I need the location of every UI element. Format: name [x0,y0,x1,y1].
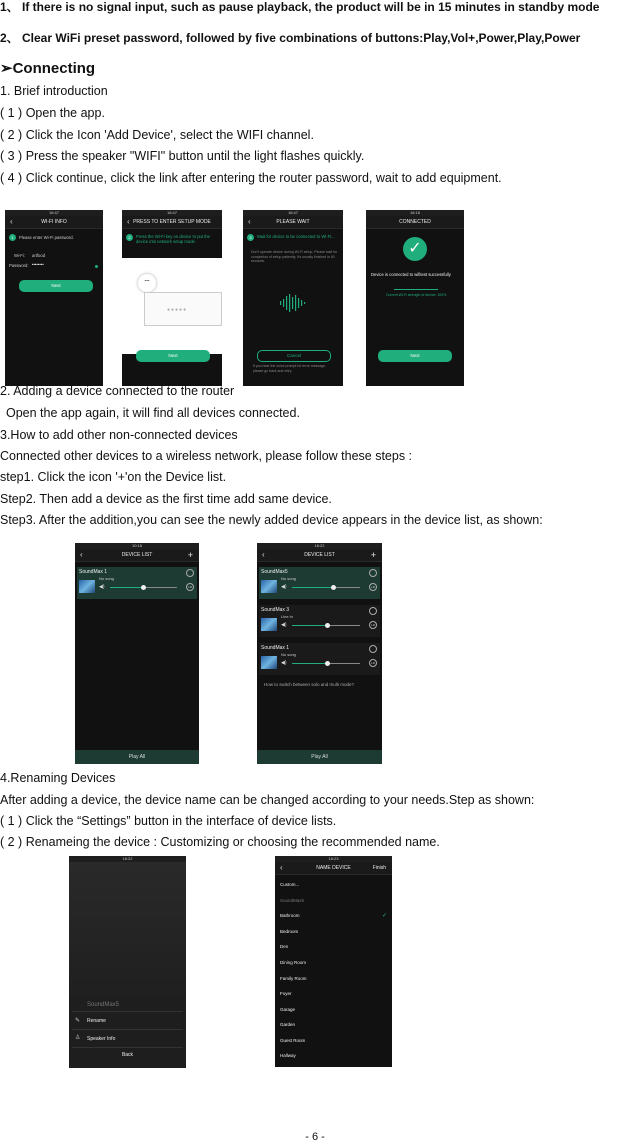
section4-line-1: After adding a device, the device name can be changed according to your needs.Step as shown: [0,793,535,807]
name-option[interactable]: Custom... [280,882,300,887]
device-name: SoundMax5 [261,569,288,575]
name-option[interactable]: Dining Room [280,960,307,965]
switch-mode-link[interactable]: How to switch between solo and multi mode? [264,682,355,687]
step-number-badge: 2 [126,234,133,241]
wifi-label: Wi-Fi: [14,253,25,258]
volume-slider[interactable] [292,625,360,626]
add-device-plus-icon[interactable]: + [187,550,193,560]
person-icon: ♙ [75,1035,81,1041]
album-art-thumb [261,656,277,669]
next-button[interactable]: Next [19,280,93,292]
rename-option[interactable]: Rename [87,1018,106,1024]
info-text: Don't operate device during Wi-Fi setup. Please wait for completion of setup patiently, it's usually finished in 60 seconds. [251,250,338,263]
album-art-thumb [261,618,277,631]
album-art-thumb [261,580,277,593]
device-name: SoundMax 1 [79,569,108,575]
device-name: SoundMax 1 [261,645,290,651]
screenshot-wifi-info [5,210,103,386]
next-button[interactable]: Next [136,350,210,362]
back-chevron-icon: ‹ [248,217,251,226]
section3-step-2: Step2. Then add a device as the first time add same device. [0,492,332,506]
gear-icon[interactable] [369,569,377,577]
lr-channel-icon[interactable]: LR [369,621,377,629]
nav-bar [257,549,382,562]
play-all-button[interactable]: Play All [257,750,382,764]
name-option[interactable]: SoundMax5 [280,898,305,903]
device-track: No song [281,576,296,581]
device-card[interactable] [259,643,380,675]
step-number-badge: 3 [247,234,254,241]
status-bar: 16:22 [257,543,382,549]
back-chevron-icon: ‹ [127,217,130,226]
screenshot-device-list-multi [257,543,382,764]
section3-step-1: step1. Click the icon '+'on the Device list. [0,470,227,484]
connecting-heading: ➢Connecting [0,60,96,77]
add-device-plus-icon[interactable]: + [370,550,376,560]
screenshot-connected [366,210,464,386]
screenshot-setup-mode [122,210,222,386]
password-value: •••••••• [32,262,44,267]
lr-channel-icon[interactable]: LR [369,583,377,591]
device-name: SoundMax 3 [261,607,290,613]
back-button[interactable]: Back [121,1052,134,1058]
screen-title: DEVICE LIST [121,552,153,558]
back-chevron-icon[interactable]: ‹ [280,863,283,872]
device-card[interactable] [259,567,380,599]
note-standby: 1、 If there is no signal input, such as pause playback, the product will be in 15 minutes in standby mode [0,0,600,14]
error-hint-text: If you hear the voice prompt for error message, please go back and retry. [253,364,326,373]
success-check-icon: ✓ [403,237,427,261]
lr-channel-icon[interactable]: LR [186,583,194,591]
volume-slider[interactable] [292,587,360,588]
prompt-text: Press the Wi-Fi key on device to put the device into network setup mode. [136,234,211,244]
name-option[interactable]: Guest Room [280,1038,306,1043]
edit-icon: ✎ [75,1018,81,1024]
strength-text: Current Wi-Fi strength of device: 100% [386,293,447,297]
device-track: No song [281,652,296,657]
success-message: Device is connected to wifitest successfully [371,272,451,277]
section2-title: 2. Adding a device connected to the router [0,384,235,398]
screen-title: DEVICE LIST [304,552,335,558]
device-card[interactable] [259,605,380,637]
section2-line: Open the app again, it will find all devices connected. [6,406,300,420]
device-track: Line in [281,614,293,619]
prompt-text: Wait for device to be connected to Wi-Fi... [257,234,335,239]
section3-line-1: Connected other devices to a wireless network, please follow these steps : [0,449,413,463]
screen-title: NAME DEVICE [316,865,351,871]
speaker-dots-icon: ●●●●● [167,307,188,313]
action-sheet [69,996,186,1068]
password-ok-dot [95,265,98,268]
name-option[interactable]: Hallway [280,1053,296,1058]
volume-slider[interactable] [292,663,360,664]
status-bar: 16:22 [69,856,186,862]
section4-line-2: ( 1 ) Click the “Settings” button in the interface of device lists. [0,814,337,828]
strength-bar [394,289,438,290]
nav-bar [5,216,103,229]
wifi-value: artfood [32,253,46,258]
gear-icon[interactable] [369,645,377,653]
next-button[interactable]: Next [378,350,452,362]
speaker-volume-icon: ◀) [281,622,287,628]
speaker-volume-icon: ◀) [99,584,105,590]
name-option[interactable]: Garage [280,1007,296,1012]
step-number-badge: 1 [9,234,16,241]
back-chevron-icon: ‹ [80,550,83,559]
step-3: ( 3 ) Press the speaker "WIFI" button until the light flashes quickly. [0,149,365,163]
gear-icon[interactable] [186,569,194,577]
screen-title: CONNECTED [399,219,431,225]
step-2: ( 2 ) Click the Icon 'Add Device', select the WIFI channel. [0,128,314,142]
name-option[interactable]: Foyer [280,991,292,996]
speaker-device-icon [144,292,222,326]
prompt-text: Please enter Wi-Fi password. [19,235,74,240]
sheet-device-name: SoundMax5 [87,1002,120,1008]
name-option[interactable]: Den [280,944,289,949]
screenshot-please-wait [243,210,343,386]
nav-bar [122,216,222,229]
speaker-volume-icon: ◀) [281,584,287,590]
nav-bar [366,216,464,229]
cancel-button[interactable]: Cancel [257,350,331,362]
finish-button[interactable]: Finish [372,865,386,871]
note-clear-wifi: 2、 Clear WiFi preset password, followed by five combinations of buttons:Play,Vol+,Power,Play,Power [0,31,581,45]
album-art-thumb [79,580,95,593]
status-bar: 16:16 [366,210,464,216]
page-number: - 6 - [305,1131,325,1143]
screenshot-name-device [275,856,392,1067]
sound-wave-icon [278,292,308,314]
section3-step-3: Step3. After the addition,you can see the newly added device appears in the device list, as shown: [0,513,543,527]
selected-check-icon: ✓ [381,913,387,919]
lr-channel-icon[interactable]: LR [369,659,377,667]
name-option[interactable]: Bedroom [280,929,299,934]
back-chevron-icon: ‹ [262,550,265,559]
speaker-info-option[interactable]: Speaker Info [87,1036,116,1042]
status-bar: 16:47 [243,210,343,216]
screenshot-device-list-single [75,543,199,764]
status-bar: 10:16 [75,543,199,549]
nav-bar [75,549,199,562]
step-4: ( 4 ) Click continue, click the link after entering the router password, wait to add equipment. [0,171,502,185]
gear-icon[interactable] [369,607,377,615]
nav-bar [243,216,343,229]
section3-title: 3.How to add other non-connected devices [0,428,238,442]
play-all-button[interactable]: Play All [75,750,199,764]
device-track: No song [99,576,114,581]
screen-title: WI-FI INFO [41,219,67,225]
back-chevron-icon: ‹ [10,217,13,226]
device-card[interactable] [77,567,197,599]
screenshot-settings-menu [69,856,186,1068]
screen-title: PRESS TO ENTER SETUP MODE [133,219,211,225]
brief-intro: 1. Brief introduction [0,84,108,98]
status-bar: 16:47 [5,210,103,216]
nav-bar [275,862,392,875]
section4-line-3: ( 2 ) Renameing the device : Customizing or choosing the recommended name. [0,835,440,849]
volume-slider[interactable] [110,587,177,588]
name-option[interactable]: Bathroom [280,913,300,918]
status-bar: 16:23 [275,856,392,862]
screen-title: PLEASE WAIT [276,219,310,225]
step-1: ( 1 ) Open the app. [0,106,105,120]
wifi-icon: ⌔ [138,274,156,292]
password-label: Password: [9,263,29,268]
section4-title: 4.Renaming Devices [0,771,116,785]
device-illustration [122,258,222,354]
status-bar: 16:47 [122,210,222,216]
name-option[interactable]: Garden [280,1022,296,1027]
speaker-volume-icon: ◀) [281,660,287,666]
name-option[interactable]: Family Room [280,976,307,981]
